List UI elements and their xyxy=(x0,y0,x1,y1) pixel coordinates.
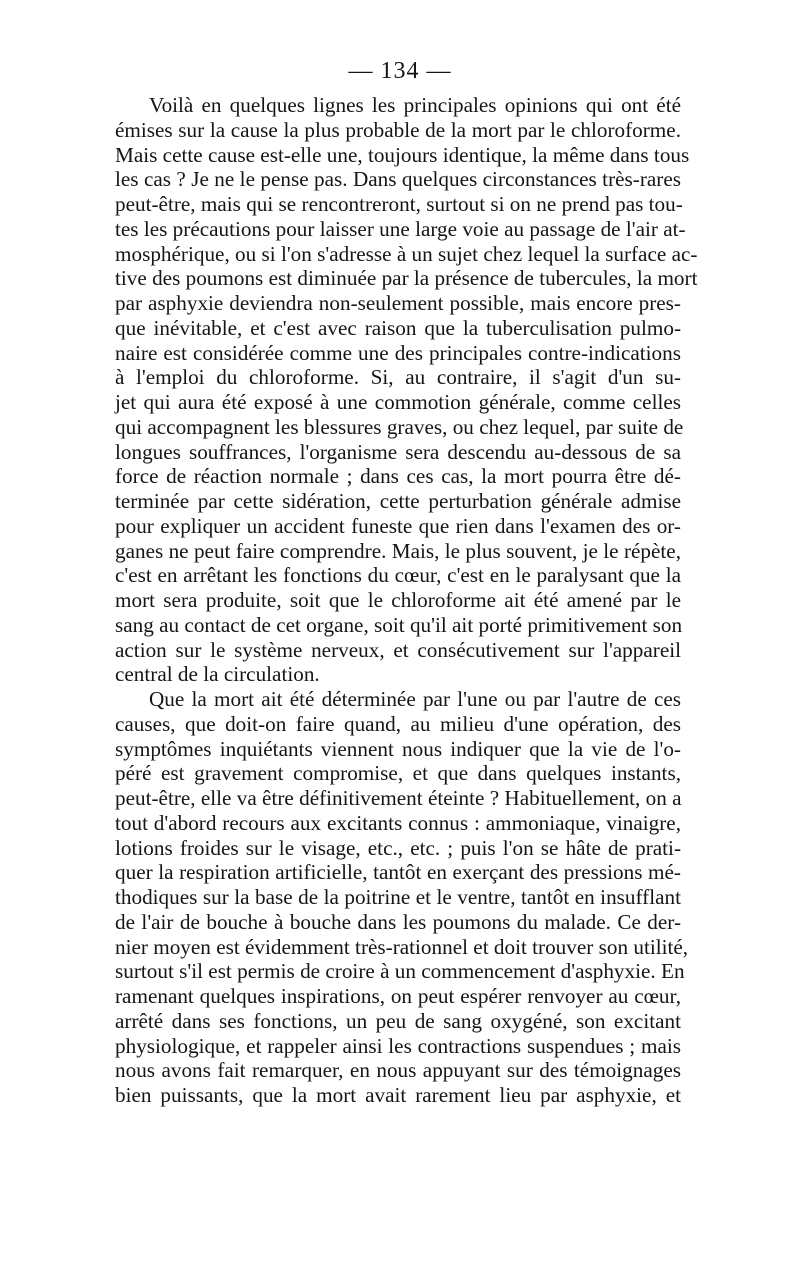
text-line: peut-être, mais qui se rencontreront, surtout si on ne prend pas tou- xyxy=(115,192,683,216)
text-line: tes les précautions pour laisser une large voie au passage de l'air at- xyxy=(115,216,686,241)
text-line: action sur le système nerveux, et consécutivement sur l'appareil xyxy=(115,637,681,662)
text-line: que inévitable, et c'est avec raison que la tuberculisation pulmo- xyxy=(115,315,681,340)
text-line: thodiques sur la base de la poitrine et le ventre, tantôt en insufflant xyxy=(115,885,681,909)
text-line: causes, que doit-on faire quand, au milieu d'une opération, des xyxy=(115,711,681,736)
text-line: pour expliquer un accident funeste que rien dans l'examen des or- xyxy=(115,513,681,538)
text-line: qui accompagnent les blessures graves, ou chez lequel, par suite de xyxy=(115,414,684,439)
text-line: sang au contact de cet organe, soit qu'il ait porté primitivement son xyxy=(115,612,683,637)
text-line: de l'air de bouche à bouche dans les poumons du malade. Ce der- xyxy=(115,909,681,934)
text-line: à l'emploi du chloroforme. Si, au contraire, il s'agit d'un su- xyxy=(115,365,681,390)
text-line: lotions froides sur le visage, etc., etc. ; puis l'on se hâte de prati- xyxy=(115,835,681,860)
text-line: mosphérique, ou si l'on s'adresse à un sujet chez lequel la surface ac- xyxy=(115,241,698,266)
text-line: tout d'abord recours aux excitants connus : ammoniaque, vinaigre, xyxy=(115,810,681,835)
text-line: surtout s'il est permis de croire à un commencement d'asphyxie. En xyxy=(115,959,685,984)
text-line: peut-être, elle va être définitivement éteinte ? Habituellement, on a xyxy=(115,786,682,810)
text-line: ganes ne peut faire comprendre. Mais, le plus souvent, je le répète, xyxy=(115,538,681,563)
text-line: central de la circulation. xyxy=(115,662,320,687)
body-text xyxy=(115,93,698,1108)
text-line: jet qui aura été exposé à une commotion générale, comme celles xyxy=(115,390,681,414)
text-line: bien puissants, que la mort avait rarement lieu par asphyxie, et xyxy=(115,1083,681,1107)
text-line: terminée par cette sidération, cette perturbation générale admise xyxy=(115,489,681,513)
paragraph xyxy=(115,93,698,687)
text-line: émises sur la cause la plus probable de la mort par le chloroforme. xyxy=(115,117,681,142)
text-line: Voilà en quelques lignes les principales opinions qui ont été xyxy=(149,93,681,117)
text-line: Que la mort ait été déterminée par l'une ou par l'autre de ces xyxy=(149,687,681,711)
text-line: tive des poumons est diminuée par la présence de tubercules, la mort xyxy=(115,266,698,291)
text-line: force de réaction normale ; dans ces cas, la mort pourra être dé- xyxy=(115,464,681,489)
text-line: péré est gravement compromise, et que dans quelques instants, xyxy=(115,761,681,786)
text-line: les cas ? Je ne le pense pas. Dans quelques circonstances très-rares xyxy=(115,167,681,192)
text-line: physiologique, et rappeler ainsi les contractions suspendues ; mais xyxy=(115,1033,681,1058)
text-line: nous avons fait remarquer, en nous appuyant sur des témoignages xyxy=(115,1058,681,1083)
text-line: c'est en arrêtant les fonctions du cœur, c'est en le paralysant que la xyxy=(115,563,681,588)
text-line: quer la respiration artificielle, tantôt en exerçant des pressions mé- xyxy=(115,860,681,885)
text-line: mort sera produite, soit que le chloroforme ait été amené par le xyxy=(115,588,681,612)
text-line: arrêté dans ses fonctions, un peu de sang oxygéné, son excitant xyxy=(115,1008,681,1033)
text-line: naire est considérée comme une des principales contre-indications xyxy=(115,340,681,365)
page-number: — 134 — xyxy=(348,58,452,84)
text-line: Mais cette cause est-elle une, toujours identique, la même dans tous xyxy=(115,142,690,167)
text-line: ramenant quelques inspirations, on peut espérer renvoyer au cœur, xyxy=(115,984,681,1008)
text-line: symptômes inquiétants viennent nous indiquer que la vie de l'o- xyxy=(115,736,681,761)
text-line: longues souffrances, l'organisme sera descendu au-dessous de sa xyxy=(115,439,681,464)
paragraph xyxy=(115,687,689,1108)
text-line: nier moyen est évidemment très-rationnel et doit trouver son utilité, xyxy=(115,934,689,959)
text-line: par asphyxie deviendra non-seulement possible, mais encore pres- xyxy=(115,291,681,315)
